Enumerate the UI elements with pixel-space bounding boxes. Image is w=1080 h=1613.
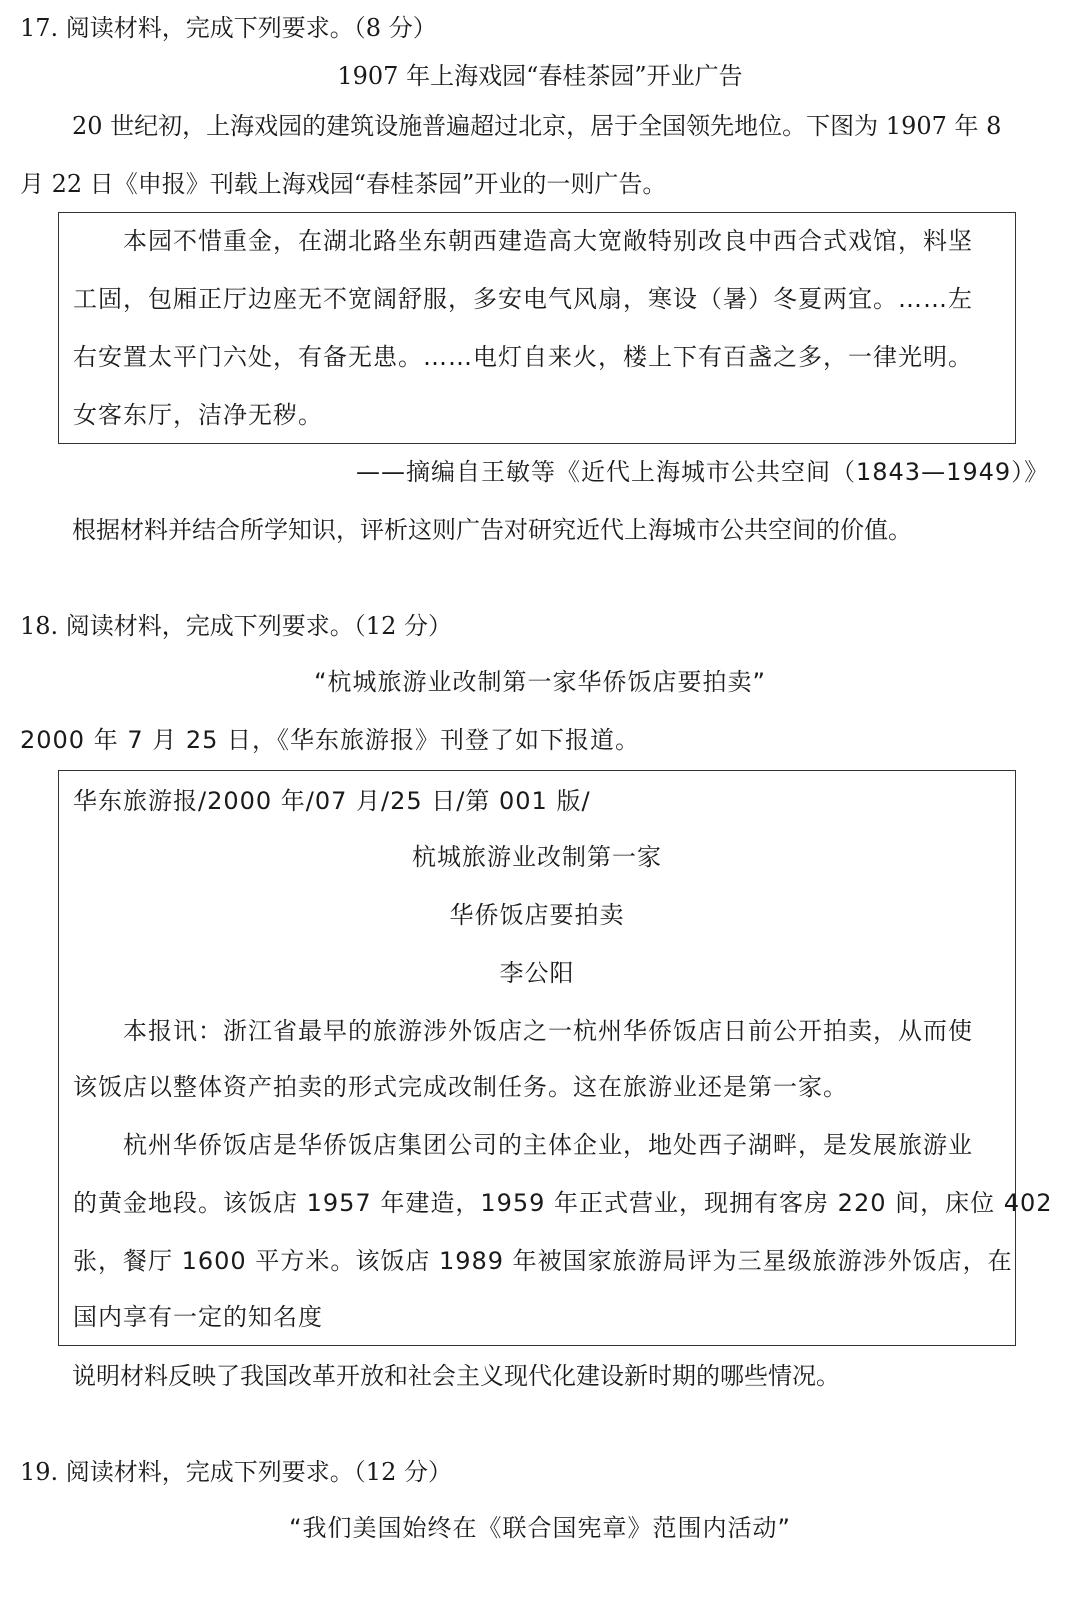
q19-title: “我们美国始终在《联合国宪章》范围内活动”	[289, 1514, 791, 1542]
q17-intro-line-1: 20 世纪初，上海戏园的建筑设施普遍超过北京，居于全国领先地位。下图为 1907 年 8	[72, 112, 1002, 140]
q17-intro-line-2: 月 22 日《申报》刊载上海戏园“春桂茶园”开业的一则广告。	[20, 170, 667, 198]
q18-box-line-3: 杭州华侨饭店是华侨饭店集团公司的主体企业，地处西子湖畔，是发展旅游业	[123, 1131, 973, 1159]
q18-question: 说明材料反映了我国改革开放和社会主义现代化建设新时期的哪些情况。	[72, 1362, 840, 1390]
q18-intro: 2000 年 7 月 25 日，《华东旅游报》刊登了如下报道。	[20, 726, 641, 754]
q17-material-box	[58, 212, 1016, 444]
q18-box-title-1: 杭城旅游业改制第一家	[412, 843, 662, 871]
q17-box-line-1: 本园不惜重金，在湖北路坐东朝西建造高大宽敞特别改良中西合式戏馆，料坚	[123, 227, 973, 255]
q18-box-line-5: 张，餐厅 1600 平方米。该饭店 1989 年被国家旅游局评为三星级旅游涉外饭店，在	[73, 1247, 1013, 1275]
q18-box-line-2: 该饭店以整体资产拍卖的形式完成改制任务。这在旅游业还是第一家。	[73, 1073, 848, 1101]
q18-title: “杭城旅游业改制第一家华侨饭店要拍卖”	[314, 668, 766, 696]
q18-material-box	[58, 770, 1053, 1346]
q18-heading: 18. 阅读材料，完成下列要求。（12 分）	[20, 612, 452, 640]
q18-box-line-4: 的黄金地段。该饭店 1957 年建造，1959 年正式营业，现拥有客房 220 间，床位 402	[73, 1189, 1053, 1217]
q19-heading: 19. 阅读材料，完成下列要求。（12 分）	[20, 1458, 452, 1486]
q18-box-title-2: 华侨饭店要拍卖	[449, 901, 625, 929]
q17-box-line-4: 女客东厅，洁净无秽。	[73, 401, 323, 429]
q17-source: ——摘编自王敏等《近代上海城市公共空间（1843—1949）》	[356, 458, 1050, 486]
q18-box-author: 李公阳	[499, 959, 575, 987]
q17-question: 根据材料并结合所学知识，评析这则广告对研究近代上海城市公共空间的价值。	[72, 516, 912, 544]
q17-heading: 17. 阅读材料，完成下列要求。（8 分）	[20, 14, 437, 42]
q17-box-line-3: 右安置太平门六处，有备无患。……电灯自来火，楼上下有百盏之多，一律光明。	[73, 343, 973, 371]
q17-title: 1907 年上海戏园“春桂茶园”开业广告	[337, 62, 743, 90]
q17-box-line-2: 工固，包厢正厅边座无不宽阔舒服，多安电气风扇，寒设（暑）冬夏两宜。……左	[73, 285, 973, 313]
q18-box-header: 华东旅游报/2000 年/07 月/25 日/第 001 版/	[73, 787, 591, 815]
q18-box-line-6: 国内享有一定的知名度	[73, 1303, 323, 1331]
q18-box-line-1: 本报讯：浙江省最早的旅游涉外饭店之一杭州华侨饭店日前公开拍卖，从而使	[123, 1017, 973, 1045]
